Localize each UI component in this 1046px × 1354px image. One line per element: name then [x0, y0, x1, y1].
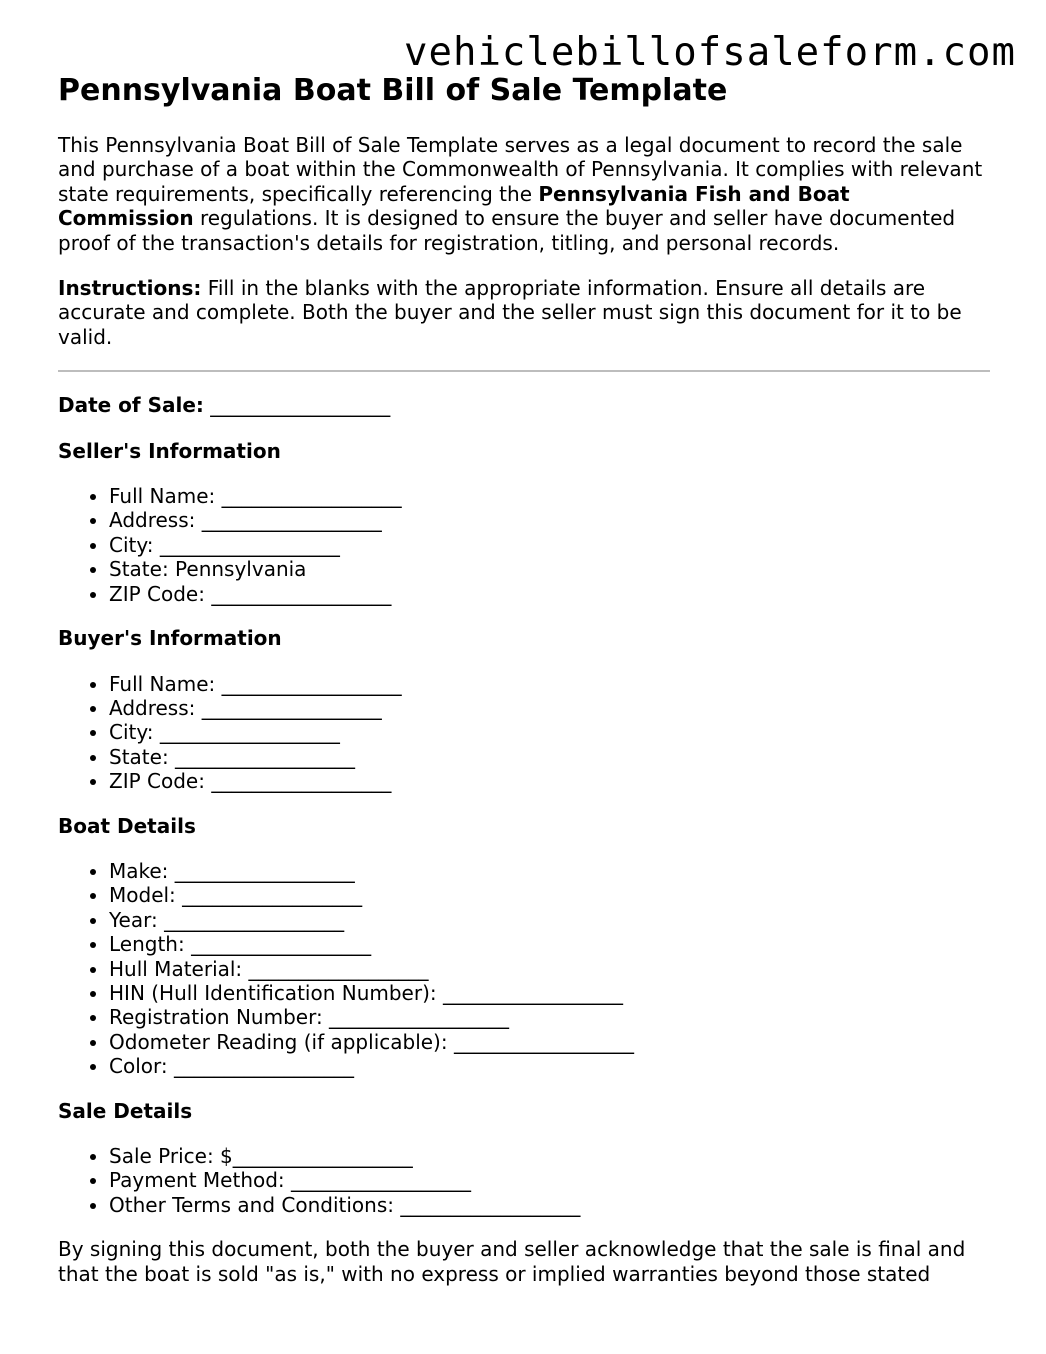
- instructions-text: Fill in the blanks with the appropriate information. Ensure all details are accurate and complete. Both the buyer and the seller must sign this document for it to be valid.: [58, 276, 962, 349]
- buyer-state: • State: __________________: [109, 745, 990, 769]
- sale-other-terms: • Other Terms and Conditions: __________________: [109, 1193, 990, 1217]
- buyer-city: • City: __________________: [109, 720, 990, 744]
- divider: [58, 370, 990, 372]
- buyer-zip: • ZIP Code: __________________: [109, 769, 990, 793]
- boat-length: • Length: __________________: [109, 932, 990, 956]
- buyer-address: • Address: __________________: [109, 696, 990, 720]
- boat-list: [58, 859, 990, 1079]
- buyer-full-name: • Full Name: __________________: [109, 672, 990, 696]
- instructions-label: Instructions:: [58, 276, 202, 301]
- date-of-sale-field: [58, 393, 990, 417]
- seller-state: • State: Pennsylvania: [109, 557, 990, 581]
- page-title: Pennsylvania Boat Bill of Sale Template: [58, 73, 728, 108]
- boat-color: • Color: __________________: [109, 1054, 990, 1078]
- intro-text-2: regulations. It is designed to ensure the buyer and seller have documented proof of the transaction's details for registration, titling, and personal records.: [58, 206, 956, 255]
- seller-address: • Address: __________________: [109, 508, 990, 532]
- boat-heading: Boat Details: [58, 813, 196, 838]
- date-of-sale-blank: __________________: [203, 393, 391, 418]
- sale-heading: Sale Details: [58, 1098, 193, 1123]
- sale-payment-method: • Payment Method: __________________: [109, 1168, 990, 1192]
- sale-price: • Sale Price: $__________________: [109, 1144, 990, 1168]
- sale-list: [58, 1144, 990, 1217]
- boat-year: • Year: __________________: [109, 908, 990, 932]
- boat-hin: • HIN (Hull Identification Number): __________________: [109, 981, 990, 1005]
- seller-list: [58, 484, 990, 606]
- boat-registration-number: • Registration Number: __________________: [109, 1005, 990, 1029]
- buyer-heading: Buyer's Information: [58, 626, 282, 651]
- date-of-sale-label: Date of Sale:: [58, 393, 204, 418]
- instructions-paragraph: [58, 276, 990, 349]
- closing-paragraph: By signing this document, both the buyer and seller acknowledge that the sale is final and that the boat is sold "as is," with no express or implied warranties beyond those stated: [58, 1237, 966, 1286]
- seller-city: • City: __________________: [109, 533, 990, 557]
- buyer-list: [58, 672, 990, 794]
- intro-paragraph: [58, 133, 990, 255]
- seller-heading: Seller's Information: [58, 438, 281, 463]
- boat-make: • Make: __________________: [109, 859, 990, 883]
- site-watermark: vehiclebillofsaleform.com: [404, 30, 1016, 75]
- document-body: [58, 72, 990, 1307]
- boat-model: • Model: __________________: [109, 883, 990, 907]
- seller-full-name: • Full Name: __________________: [109, 484, 990, 508]
- intro-bold-commission: Pennsylvania Fish and Boat Commission: [58, 181, 850, 231]
- intro-text-1: This Pennsylvania Boat Bill of Sale Template serves as a legal document to record the sale and purchase of a boat within the Commonwealth of Pennsylvania. It complies with relevant state requirements, specifically referencing the: [58, 133, 983, 206]
- boat-hull-material: • Hull Material: __________________: [109, 957, 990, 981]
- boat-odometer: • Odometer Reading (if applicable): __________________: [109, 1030, 990, 1054]
- seller-zip: • ZIP Code: __________________: [109, 582, 990, 606]
